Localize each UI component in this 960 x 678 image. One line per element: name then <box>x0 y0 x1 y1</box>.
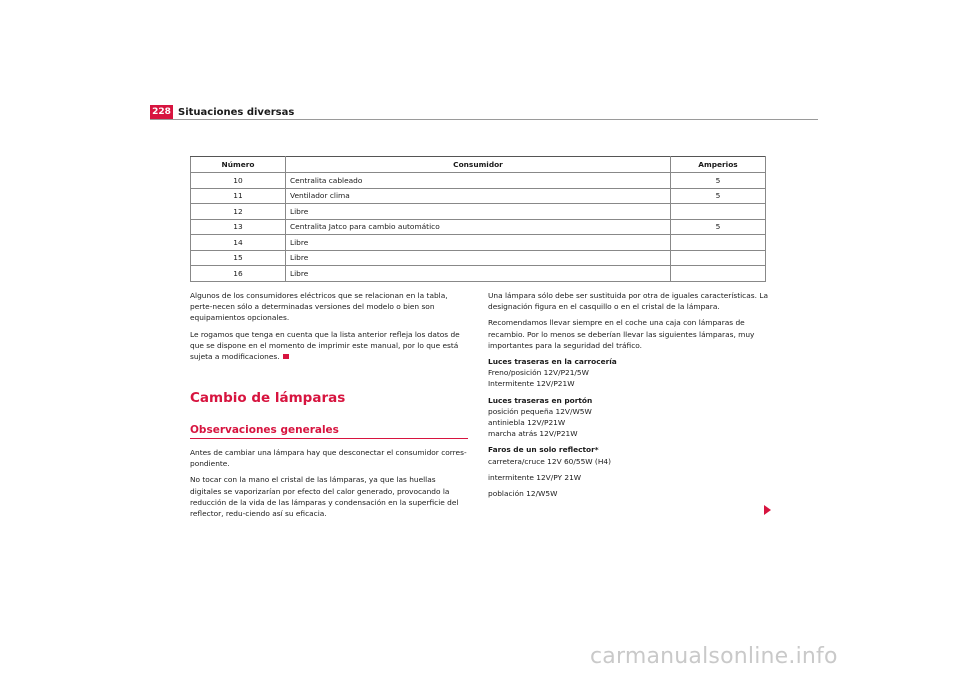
paragraph-replacement: Una lámpara sólo debe ser sustituida por otra de iguales características. La designación figura en el casquillo o en el cristal de la lámpara. <box>488 291 768 312</box>
column-header-consumer: Consumidor <box>286 157 671 173</box>
cell-amperes: 5 <box>671 219 766 235</box>
watermark: carmanualsonline.info <box>590 644 838 669</box>
cell-amperes: 5 <box>671 173 766 189</box>
table-header-row <box>191 157 766 173</box>
list-item: antiniebla 12V/P21W <box>488 418 566 428</box>
paragraph-optional-consumers: Algunos de los consumidores eléctricos que se relacionan en la tabla, perte-necen sólo a determinadas versiones del modelo o bien son equipamientos opcionales. <box>190 291 448 323</box>
cell-consumer: Libre <box>286 204 671 220</box>
header-divider <box>150 119 818 120</box>
paragraph-list-disclaimer-text: Le rogamos que tenga en cuenta que la lista anterior refleja los datos de que se dispone en el momento de imprimir este manual, por lo que está sujeta a modificaciones. <box>190 329 460 362</box>
cell-number: 11 <box>191 188 286 204</box>
headlights-heading: Faros de un solo reflector* <box>488 445 599 455</box>
column-header-amperes: Amperios <box>671 157 766 173</box>
cell-number: 15 <box>191 250 286 266</box>
chapter-title: Cambio de lámparas <box>190 390 346 406</box>
left-column-notes <box>190 290 468 367</box>
list-item: intermitente 12V/PY 21W <box>488 472 582 482</box>
list-item: marcha atrás 12V/P21W <box>488 429 578 439</box>
cell-consumer: Centralita cableado <box>286 173 671 189</box>
table-row <box>191 250 766 266</box>
page-number-badge: 228 <box>150 105 173 120</box>
list-item: Freno/posición 12V/P21/5W <box>488 368 589 378</box>
cell-amperes <box>671 204 766 220</box>
table-row <box>191 219 766 235</box>
cell-consumer: Libre <box>286 250 671 266</box>
cell-consumer: Libre <box>286 266 671 282</box>
general-observations <box>190 447 468 524</box>
section-title: Situaciones diversas <box>178 107 295 118</box>
list-item: carretera/cruce 12V 60/55W (H4) <box>488 456 611 466</box>
table-row <box>191 188 766 204</box>
rear-lights-heading: Luces traseras en la carrocería <box>488 357 617 367</box>
list-item: posición pequeña 12V/W5W <box>488 406 592 416</box>
right-column <box>488 290 768 499</box>
cell-amperes <box>671 235 766 251</box>
cell-number: 14 <box>191 235 286 251</box>
list-item: Intermitente 12V/P21W <box>488 379 575 389</box>
table-row <box>191 235 766 251</box>
paragraph-list-disclaimer <box>190 329 468 363</box>
cell-number: 10 <box>191 173 286 189</box>
cell-amperes <box>671 250 766 266</box>
table-row <box>191 173 766 189</box>
paragraph-no-touch: No tocar con la mano el cristal de las lámparas, ya que las huellas digitales se vaporizarían por efecto del calor generado, provocando la reducción de la vida de las lámparas y condensación en la superficie del reflector, redu-ciendo así su eficacia. <box>190 475 459 519</box>
cell-consumer: Centralita Jatco para cambio automático <box>286 219 671 235</box>
cell-consumer: Libre <box>286 235 671 251</box>
paragraph-spare-box: Recomendamos llevar siempre en el coche una caja con lámparas de recambio. Por lo menos se deberían llevar las siguientes lámparas, muy importantes para la seguridad del tráfico. <box>488 318 755 350</box>
end-of-section-icon <box>283 354 289 359</box>
column-header-number: Número <box>191 157 286 173</box>
cell-amperes <box>671 266 766 282</box>
subsection-divider <box>190 438 468 439</box>
paragraph-disconnect: Antes de cambiar una lámpara hay que desconectar el consumidor corres-pondiente. <box>190 448 467 469</box>
cell-number: 16 <box>191 266 286 282</box>
subsection-title: Observaciones generales <box>190 424 339 436</box>
cell-number: 13 <box>191 219 286 235</box>
cell-amperes: 5 <box>671 188 766 204</box>
table-row <box>191 266 766 282</box>
cell-number: 12 <box>191 204 286 220</box>
table-row <box>191 204 766 220</box>
continue-arrow-icon <box>764 505 771 515</box>
gate-lights-heading: Luces traseras en portón <box>488 395 593 405</box>
list-item: población 12/W5W <box>488 489 558 499</box>
cell-consumer: Ventilador clima <box>286 188 671 204</box>
fuse-table <box>190 156 766 282</box>
